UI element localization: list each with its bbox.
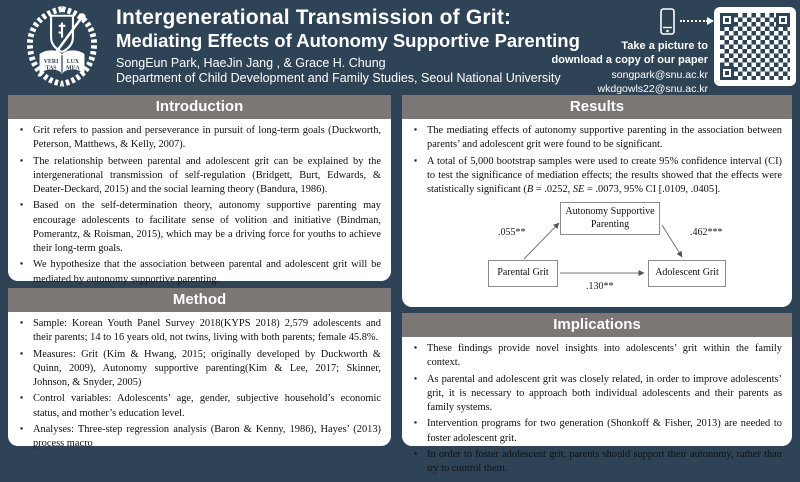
implications-bullet-list (412, 342, 782, 476)
qr-finder-icon (720, 13, 734, 27)
path-coefficient-c: .130** (586, 281, 614, 293)
qr-caption-line1: Take a picture to (621, 40, 708, 52)
bullet-item: ▪ We hypothesize that the association between parental and adolescent grit will be mediated by autonomy supportive parenting. (18, 258, 381, 287)
svg-text:TAS: TAS (45, 65, 57, 72)
poster-title-line1: Intergenerational Transmission of Grit: (116, 6, 512, 29)
section-title-results: Results (402, 95, 792, 119)
bullet-item: ▪ These findings provide novel insights into adolescents’ grit within the family context. (412, 342, 782, 371)
bullet-item: ▪ A total of 5,000 bootstrap samples were used to create 95% confidence interval (CI) to test the significance of mediation effects; the results showed that the effects were statistically significant (B = .0252, SE = .0073, 95% CI [.0109, .0405]. (412, 155, 782, 198)
bullet-item: ▪ As parental and adolescent grit was closely related, in order to improve adolescents’ grit, it is necessary to approach both individual adolescents and their parents as family systems. (412, 373, 782, 416)
bullet-item: ▪ In order to foster adolescent grit, parents should support their autonomy, rather than try to control them. (412, 448, 782, 477)
qr-caption-block (498, 6, 708, 96)
diagram-node-mediator: Autonomy Supportive Parenting (560, 202, 660, 235)
path-coefficient-a: .055** (498, 227, 526, 239)
contact-email-1: songpark@snu.ac.kr (611, 68, 708, 81)
section-implications (402, 313, 792, 474)
qr-caption-line2: download a copy of our paper (551, 54, 708, 67)
poster-title-line2: Mediating Effects of Autonomy Supportive Parenting (116, 30, 580, 52)
section-introduction (8, 95, 391, 285)
poster-department: Department of Child Development and Family Studies, Seoul National University (116, 71, 561, 86)
qr-pattern (720, 13, 790, 80)
results-bullet-list (412, 124, 782, 197)
dotted-arrow-icon (680, 20, 708, 22)
bullet-item: ▪ Sample: Korean Youth Panel Survey 2018(KYPS 2018) 2,579 adolescents and their parents; 14 to 16 years old, not twins, living with both parents; female 45.8%. (18, 317, 381, 346)
bullet-item: ▪ Based on the self-determination theory, autonomy supportive parenting may encourage adolescents to facilitate sense of volition and initiative (Bindman, Pomerantz, & Roisman, 2015), which may be a driving force for youths to achieve their long-term goals. (18, 199, 381, 256)
diagram-node-predictor: Parental Grit (488, 260, 558, 287)
bullet-item: ▪ Grit refers to passion and perseverance in pursuit of long-term goals (Duckworth, Peterson, Matthews, & Kelly, 2007). (18, 124, 381, 153)
bullet-item: ▪ The relationship between parental and adolescent grit can be explained by the intergenerational transmission of self-regulation (Bridgett, Burt, Edwards, & Deater-Deckard, 2015) and the social learning theory (Bandura, 1986). (18, 155, 381, 198)
qr-finder-icon (720, 66, 734, 80)
bullet-item: ▪ Control variables: Adolescents’ age, gender, subjective household’s economic status, and mother’s education level. (18, 392, 381, 421)
bullet-item: ▪ The mediating effects of autonomy supportive parenting in the association between parents’ and adolescent grit were found to be significant. (412, 124, 782, 153)
bullet-item: ▪ Analyses: Three-step regression analysis (Baron & Kenny, 1986), Hayes’ (2013) process macro (18, 423, 381, 452)
section-method (8, 288, 391, 449)
bullet-item: ▪ Intervention programs for two generation (Shonkoff & Fisher, 2013) are needed to foster adolescent grit. (412, 417, 782, 446)
snu-university-logo-icon (20, 4, 104, 88)
qr-code (714, 7, 796, 86)
svg-text:MEA: MEA (66, 65, 80, 72)
contact-email-2: wkdgowls22@snu.ac.kr (597, 82, 708, 95)
path-coefficient-b: .462*** (690, 227, 723, 239)
bullet-item: ▪ Measures: Grit (Kim & Hwang, 2015; originally developed by Duckworth & Quinn, 2009), Autonomy supportive parenting(Kim & Lee, 2017; Skinner, Johnson, & Snyder, 2005) (18, 348, 381, 391)
method-bullet-list (18, 317, 381, 451)
section-title-introduction: Introduction (8, 95, 391, 119)
section-title-implications: Implications (402, 313, 792, 337)
diagram-node-outcome: Adolescent Grit (648, 260, 726, 287)
section-results (402, 95, 792, 307)
poster-authors: SongEun Park, HaeJin Jang , & Grace H. Chung (116, 56, 386, 71)
svg-text:VERI: VERI (43, 58, 59, 65)
smartphone-icon (660, 8, 675, 35)
poster-header (0, 0, 800, 95)
phone-arrow-row (498, 6, 708, 36)
introduction-bullet-list (18, 124, 381, 287)
section-title-method: Method (8, 288, 391, 312)
svg-text:LUX: LUX (66, 58, 80, 65)
mediation-path-diagram (412, 200, 782, 300)
qr-finder-icon (776, 13, 790, 27)
